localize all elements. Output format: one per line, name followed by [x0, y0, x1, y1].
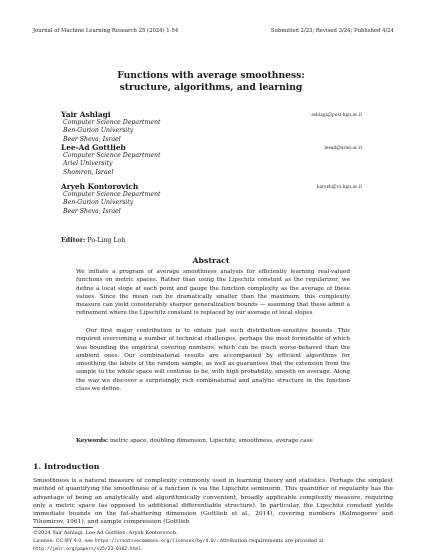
- author-affiliation-line: Shomron, Israel: [63, 168, 114, 176]
- attribution-link[interactable]: http://jmlr.org/papers/v25/23-0182.html: [33, 546, 141, 552]
- author-affiliation-line: Ariel University: [63, 160, 113, 168]
- author-name: Yair Ashlagi: [61, 110, 111, 119]
- abstract-paragraph-1: We initiate a program of average smoothness analysis for efficiently learning real-valued functions on metric spaces. Rather than using the Lipschitz constant as the regularizer, we define a local slope at each point and gauge the function complexity as the average of these values. Since the mean can be dramatically smaller than the maximum, this complexity measure can yield considerably sharper generalization bounds — assuming that these admit a refinement where the Lipschitz constant is replaced by our average of local slopes.: [76, 269, 350, 317]
- author-email[interactable]: leead@ariel.ac.il: [324, 145, 362, 151]
- submission-dates: Submitted 2/23; Revised 3/24; Published 4/24: [270, 28, 394, 34]
- author-affiliation-line: Beer Sheva, Israel: [63, 135, 121, 143]
- abstract-heading: Abstract: [192, 256, 230, 265]
- paper-title-line-1: Functions with average smoothness:: [117, 70, 305, 81]
- license-prefix: License: CC-BY 4.0, see: [33, 538, 94, 544]
- keywords-text: metric space, doubling dimension, Lipschitz, smoothness, average case: [109, 438, 313, 444]
- editor-line: [61, 237, 126, 244]
- license-end: .: [140, 545, 143, 552]
- author-affiliation-line: Beer Sheva, Israel: [63, 207, 121, 215]
- author-affiliation-line: Ben-Gurion University: [63, 199, 134, 207]
- license-link[interactable]: https://creativecommons.org/licenses/by/4.0/: [94, 539, 217, 544]
- footnote-rule: [33, 527, 93, 528]
- author-name: Aryeh Kontorovich: [61, 182, 139, 191]
- journal-header: Journal of Machine Learning Research 25 (2024) 1-54: [33, 28, 179, 34]
- author-email[interactable]: karyeh@cs.bgu.ac.il: [316, 184, 362, 190]
- editor-label: Editor:: [61, 237, 86, 244]
- keywords-label: Keywords:: [76, 438, 109, 444]
- author-affiliation-line: Computer Science Department: [63, 191, 161, 198]
- copyright-notice: ©2024 Yair Ashlagi, Lee-Ad Gottlieb, Aryeh Kontorovich.: [33, 530, 178, 536]
- introduction-paragraph: Smoothness is a natural measure of complexity commonly used in learning theory and statistics. Perhaps the simplest method of quantifying the smoothness of a function is via the Lipschitz seminorm. This quantifier of regularity has the advantage of being an analytically and algorithmically convenient, broadly applicable complexity measure, requiring only a metric space (as opposed to additional differentiable structure). In particular, the Lipschitz constant yields immediate bounds on the fat-shattering dimension (Gottlieb et al., 2014), covering numbers (Kolmogorov and Tihomirov, 1961), and sample compression (Gottlieb: [33, 478, 393, 526]
- author-affiliation-line: Computer Science Department: [63, 119, 161, 126]
- author-email[interactable]: ashlagi@post.bgu.ac.il: [311, 112, 362, 118]
- license-middle: . Attribution requirements are provided at: [216, 538, 324, 544]
- editor-name: Po-Ling Loh: [87, 237, 126, 244]
- keywords-line: [76, 438, 350, 444]
- section-heading: 1. Introduction: [33, 462, 100, 471]
- author-block: [61, 143, 361, 177]
- paper-title-line-2: structure, algorithms, and learning: [119, 82, 303, 93]
- author-affiliation-line: Ben-Gurion University: [63, 127, 134, 135]
- author-name: Lee-Ad Gottlieb: [61, 143, 126, 152]
- author-affiliation-line: Computer Science Department: [63, 152, 161, 159]
- abstract-paragraph-2: Our first major contribution is to obtain just such distribution-sensitive bounds. This required overcoming a number of technical challenges, perhaps the most formidable of which was bounding the empirical covering numbers, which can be much worse-behaved than the ambient ones. Our combinatorial results are accompanied by efficient algorithms for smoothing the labels of the random sample, as well as guarantees that the extension from the sample to the whole space will continue to be, with high probability, smooth on average. Along the way we discover a surprisingly rich combinatorial and analytic structure in the function class we define.: [76, 328, 350, 393]
